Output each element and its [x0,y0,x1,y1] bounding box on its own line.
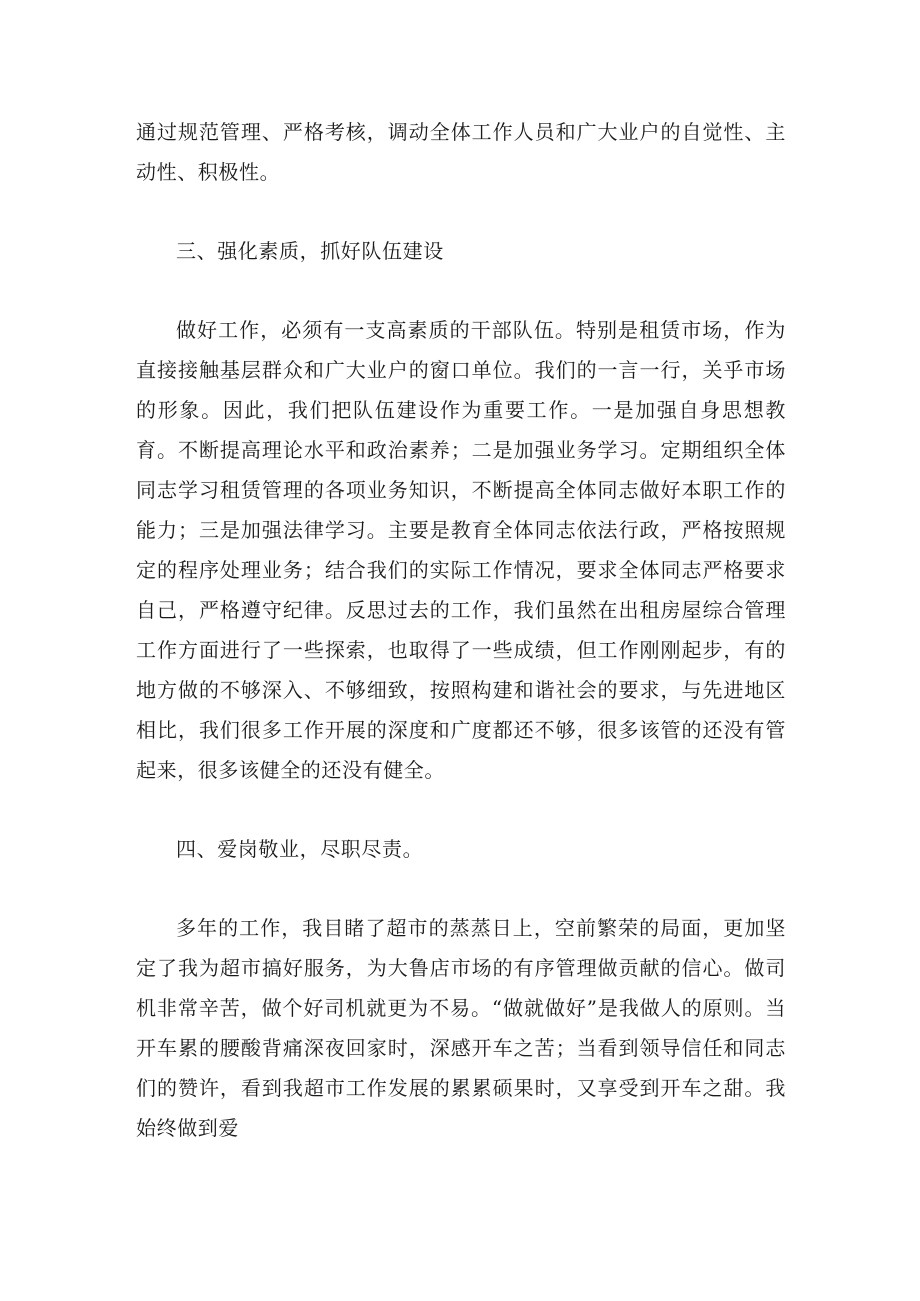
section-heading-4: 四、爱岗敬业，尽职尽责。 [176,837,424,861]
paragraph-continuation: 通过规范管理、严格考核，调动全体工作人员和广大业户的自觉性、主动性、积极性。 [136,120,786,184]
section-heading-3: 三、强化素质，抓好队伍建设 [176,239,444,263]
document-body [136,112,786,1187]
paragraph-dedication: 多年的工作，我目睹了超市的蒸蒸日上，空前繁荣的局面，更加坚定了我为超市搞好服务，为大鲁店市场的有序管理做贡献的信心。做司机非常辛苦，做个好司机就更为不易。“做就做好”是我做人的原则。当开车累的腰酸背痛深夜回家时，深感开车之苦；当看到领导信任和同志们的赞许，看到我超市工作发展的累累硕果时，又享受到开车之甜。我始终做到爱 [136,916,786,1140]
paragraph-team-building: 做好工作，必须有一支高素质的干部队伍。特别是租赁市场，作为直接接触基层群众和广大业户的窗口单位。我们的一言一行，关乎市场的形象。因此，我们把队伍建设作为重要工作。一是加强自身思想教育。不断提高理论水平和政治素养；二是加强业务学习。定期组织全体同志学习租赁管理的各项业务知识，不断提高全体同志做好本职工作的能力；三是加强法律学习。主要是教育全体同志依法行政，严格按照规定的程序处理业务；结合我们的实际工作情况，要求全体同志严格要求自己，严格遵守纪律。反思过去的工作，我们虽然在出租房屋综合管理工作方面进行了一些探索，也取得了一些成绩，但工作刚刚起步，有的地方做的不够深入、不够细致，按照构建和谐社会的要求，与先进地区相比，我们很多工作开展的深度和广度都还不够，很多该管的还没有管起来，很多该健全的还没有健全。 [136,318,786,782]
